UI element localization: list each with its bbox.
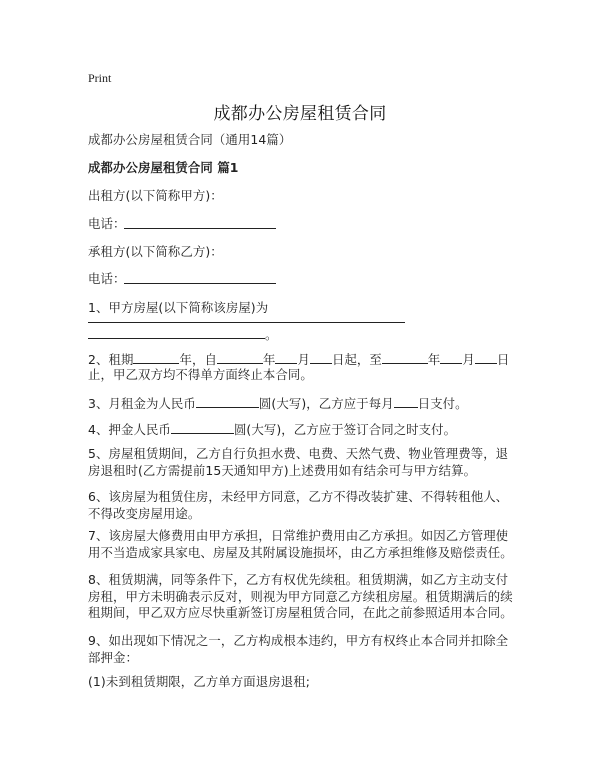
clause-4 bbox=[88, 421, 518, 439]
clause-4-text: 圆(大写)，乙方应于签订合同之时支付。 bbox=[233, 422, 457, 437]
clause-1-blank-2 bbox=[88, 338, 265, 339]
clause-2-text: 月 bbox=[462, 352, 475, 367]
blank-monthly-rent bbox=[196, 395, 259, 408]
clause-9: 9、如出现如下情况之一，乙方构成根本违约，甲方有权终止本合同并扣除全部押金： bbox=[88, 633, 509, 665]
blank-pay-day bbox=[394, 395, 418, 408]
clause-8: 8、租赁期满，同等条件下，乙方有权优先续租。租赁期满，如乙方主动支付房租，甲方未明确表示反对，则视为甲方同意乙方续租房屋。租赁期满后的续租期间，甲乙双方应尽快重新签订房屋租赁合同，在此之前参照适用本合同。 bbox=[88, 572, 513, 620]
blank-start-year bbox=[217, 351, 263, 364]
clause-2 bbox=[88, 351, 518, 369]
print-link[interactable]: Print bbox=[88, 71, 112, 85]
lessee-phone-row bbox=[88, 271, 518, 288]
blank-deposit bbox=[171, 421, 234, 434]
clause-1-blank-1 bbox=[88, 322, 405, 323]
clause-9-item-1: (1)未到租赁期限，乙方单方面退房退租; bbox=[88, 674, 310, 689]
blank-start-month bbox=[275, 351, 297, 364]
section-heading: 成都办公房屋租赁合同 篇1 bbox=[88, 160, 239, 175]
document-title: 成都办公房屋租赁合同 bbox=[213, 104, 387, 124]
clause-3 bbox=[88, 395, 518, 413]
clause-5: 5、房屋租赁期间，乙方自行负担水费、电费、天然气费、物业管理费等，退房退租时(乙方需提前15天通知甲方)上述费用如有结余可与甲方结算。 bbox=[88, 446, 509, 478]
clause-7: 7、该房屋大修费用由甲方承担，日常维护费用由乙方承担。如因乙方管理使用不当造成家具家电、房屋及其附属设施损坏，由乙方承担维修及赔偿责任。 bbox=[88, 528, 513, 560]
clause-2-text: 日 bbox=[496, 352, 510, 367]
blank-years bbox=[133, 351, 179, 364]
clause-2-text: 年，自 bbox=[179, 352, 217, 367]
clause-1: 1、甲方房屋(以下简称该房屋)为 bbox=[88, 300, 269, 315]
blank-end-year bbox=[382, 351, 428, 364]
clause-2-text: 日起，至 bbox=[331, 352, 382, 367]
blank-end-month bbox=[440, 351, 462, 364]
clause-3-text: 3、月租金为人民币 bbox=[88, 396, 196, 411]
clause-2-line-2: 止，甲乙双方均不得单方面终止本合同。 bbox=[88, 367, 313, 382]
clause-6: 6、该房屋为租赁住房，未经甲方同意，乙方不得改装扩建、不得转租他人、不得改变房屋用途。 bbox=[88, 489, 509, 521]
lessor-label: 出租方(以下简称甲方)： bbox=[88, 188, 223, 203]
lessee-phone-blank bbox=[124, 283, 276, 284]
blank-start-day bbox=[310, 351, 332, 364]
clause-3-text: 日支付。 bbox=[417, 396, 468, 411]
document-subtitle: 成都办公房屋租赁合同（通用14篇） bbox=[88, 132, 292, 147]
clause-4-text: 4、押金人民币 bbox=[88, 422, 171, 437]
clause-2-text: 年 bbox=[262, 352, 276, 367]
clause-2-text: 2、租期 bbox=[88, 352, 134, 367]
lessee-phone-label: 电话： bbox=[88, 271, 126, 286]
lessee-label: 承租方(以下简称乙方)： bbox=[88, 244, 223, 259]
clause-3-text: 圆(大写)，乙方应于每月 bbox=[258, 396, 394, 411]
lessor-phone-row bbox=[88, 216, 518, 233]
clause-1-end: 。 bbox=[265, 327, 278, 342]
clause-2-text: 月 bbox=[297, 352, 310, 367]
blank-end-day bbox=[475, 351, 497, 364]
lessor-phone-label: 电话： bbox=[88, 216, 126, 231]
clause-2-text: 年 bbox=[427, 352, 441, 367]
lessor-phone-blank bbox=[124, 228, 276, 229]
